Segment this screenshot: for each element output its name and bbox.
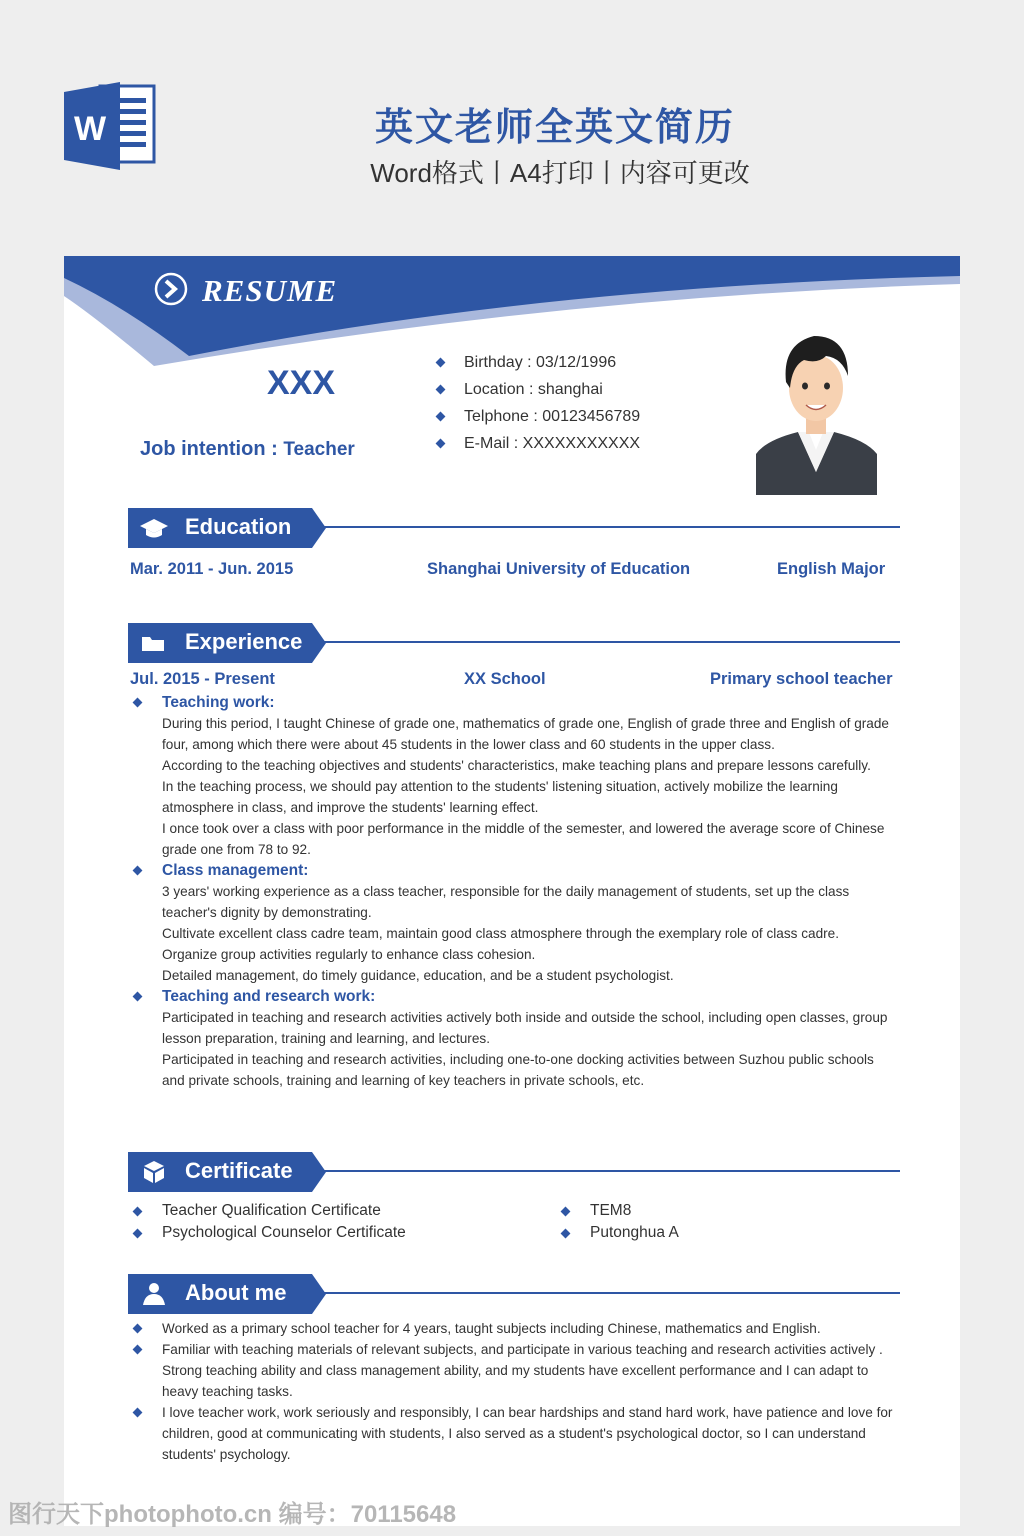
item-line: Participated in teaching and research activities, including one-to-one docking activities between Suzhou public schools and private schools, training and learning of key teachers in private schools, etc. (162, 1052, 874, 1088)
about-list (130, 1318, 900, 1465)
personal-info-list (434, 352, 640, 460)
section-experience (128, 623, 900, 663)
experience-date: Jul. 2015 - Present (130, 670, 275, 688)
certificate-item: TEM8 (558, 1200, 679, 1222)
item-heading: Teaching work: (130, 692, 900, 713)
education-date: Mar. 2011 - Jun. 2015 (130, 560, 294, 578)
item-line: Detailed management, do timely guidance, education, and be a student psychologist. (162, 968, 674, 983)
folder-icon (140, 631, 168, 655)
info-birthday: Birthday : 03/12/1996 (434, 352, 640, 379)
graduation-cap-icon (140, 516, 168, 540)
avatar (756, 322, 877, 495)
section-title: About me (185, 1280, 287, 1305)
item-line: In the teaching process, we should pay attention to the students' listening situation, actively mobilize the learning atmosphere in class, and improve the students' learning effect. (162, 779, 838, 815)
certificate-item: Psychological Counselor Certificate (130, 1222, 406, 1244)
item-line: Cultivate excellent class cadre team, maintain good class atmosphere through the exemplary role of class cadre. (162, 926, 840, 941)
info-email: E-Mail : XXXXXXXXXXX (434, 433, 640, 460)
cube-icon (140, 1160, 168, 1184)
certificate-item: Teacher Qualification Certificate (130, 1200, 406, 1222)
info-telephone: Telphone : 00123456789 (434, 406, 640, 433)
section-title: Experience (185, 629, 303, 654)
section-certificate (128, 1152, 900, 1192)
section-title: Education (185, 514, 292, 539)
about-item: Familiar with teaching materials of relevant subjects, and participate in various teaching and research activities actively . Strong teaching ability and class management ability, and my students have excellent performance and I can adapt to heavy teaching tasks. (130, 1339, 900, 1402)
experience-position: Primary school teacher (710, 670, 893, 688)
resume-page (64, 256, 960, 1526)
item-line: Participated in teaching and research activities actively both inside and outside the school, including open classes, group lesson preparation, training and learning, and lectures. (162, 1010, 888, 1046)
item-line: According to the teaching objectives and students' characteristics, make teaching plans and prepare lessons carefully. (162, 758, 871, 773)
experience-company: XX School (464, 670, 546, 688)
page-subtitle: Word格式丨A4打印丨内容可更改 (370, 158, 750, 188)
person-icon (140, 1282, 168, 1306)
item-heading: Class management: (130, 860, 900, 881)
arrow-circle-icon (154, 272, 188, 306)
certificate-list-left (130, 1200, 406, 1244)
item-line: Organize group activities regularly to enhance class cohesion. (162, 947, 536, 962)
job-label: Job intention : (140, 438, 284, 460)
education-major: English Major (777, 560, 886, 578)
resume-label: RESUME (202, 273, 338, 308)
page-title: 英文老师全英文简历 (374, 107, 735, 149)
job-intention (140, 438, 355, 461)
item-line: I once took over a class with poor performance in the middle of the semester, and lowered the average score of Chinese grade one from 78 to 92. (162, 821, 885, 857)
experience-details (130, 692, 900, 1091)
certificate-item: Putonghua A (558, 1222, 679, 1244)
job-value: Teacher (283, 439, 355, 460)
item-heading: Teaching and research work: (130, 986, 900, 1007)
education-school: Shanghai University of Education (427, 560, 691, 578)
info-location: Location : shanghai (434, 379, 640, 406)
candidate-name: XXX (266, 364, 336, 402)
about-item: I love teacher work, work seriously and responsibly, I can bear hardships and stand hard work, have patience and love for children, good at communicating with students, I also served as a student's psychological doctor, so I can understand students' psychology. (130, 1402, 900, 1465)
about-item: Worked as a primary school teacher for 4 years, taught subjects including Chinese, mathematics and English. (130, 1318, 900, 1339)
section-education (128, 508, 900, 548)
watermark: 图行天下photophoto.cn 编号：70115648 (8, 1501, 457, 1528)
item-line: 3 years' working experience as a class teacher, responsible for the daily management of students, set up the class teacher's dignity by demonstrating. (162, 884, 850, 920)
certificate-list-right (558, 1200, 679, 1244)
section-about (128, 1274, 900, 1314)
item-line: During this period, I taught Chinese of grade one, mathematics of grade one, English of grade three and English of grade four, among which there were about 45 students in the lower class and 60 students in the upper class. (162, 716, 889, 752)
section-title: Certificate (185, 1158, 293, 1183)
word-letter: W (74, 110, 107, 148)
